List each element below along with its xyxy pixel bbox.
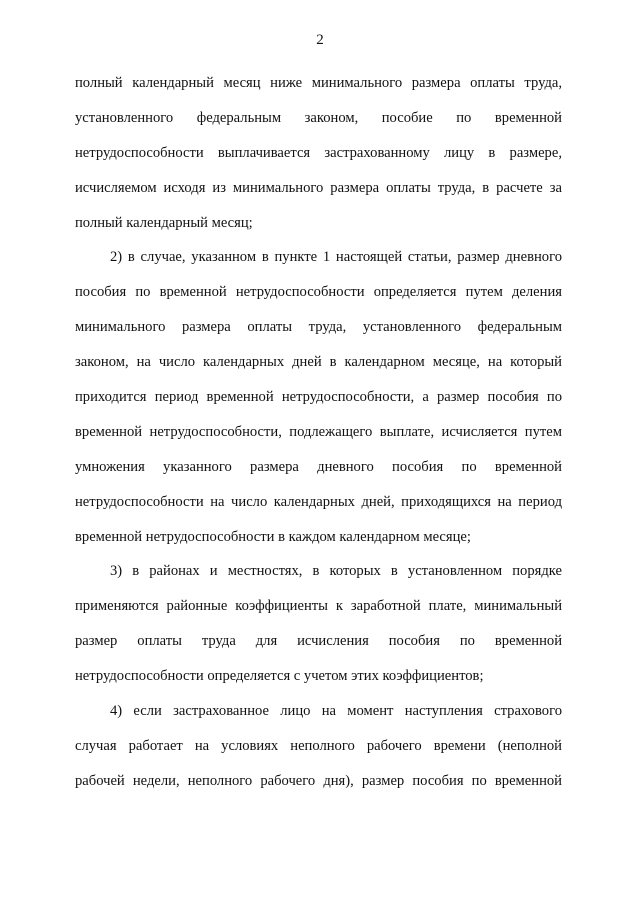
text-line: установленного федеральным законом, пособие по временной — [75, 109, 562, 126]
text-line: нетрудоспособности определяется с учетом этих коэффициентов; — [75, 668, 484, 685]
text-line: нетрудоспособности на число календарных дней, приходящихся на период — [75, 493, 562, 510]
text-line: временной нетрудоспособности, подлежащего выплате, исчисляется путем — [75, 423, 562, 440]
text-line: полный календарный месяц ниже минимального размера оплаты труда, — [75, 75, 562, 91]
text-line: полный календарный месяц; — [75, 214, 253, 231]
text-line: 4) если застрахованное лицо на момент наступления страхового — [110, 703, 562, 720]
text-line: приходится период временной нетрудоспособности, а размер пособия по — [75, 389, 562, 406]
text-line: рабочей недели, неполного рабочего дня), размер пособия по временной — [75, 772, 562, 789]
text-line: минимального размера оплаты труда, установленного федеральным — [75, 319, 562, 336]
paragraph-1 — [75, 66, 562, 240]
page-number: 2 — [316, 32, 324, 48]
document-body — [75, 66, 562, 799]
paragraph-item-3 — [75, 554, 562, 694]
text-line: исчисляемом исходя из минимального размера оплаты труда, в расчете за — [75, 179, 562, 196]
text-line: применяются районные коэффициенты к заработной плате, минимальный — [75, 598, 562, 615]
text-line: 3) в районах и местностях, в которых в установленном порядке — [110, 563, 562, 580]
text-line: умножения указанного размера дневного пособия по временной — [75, 458, 562, 475]
text-line: законом, на число календарных дней в календарном месяце, на который — [75, 354, 562, 371]
text-line: 2) в случае, указанном в пункте 1 настоящей статьи, размер дневного — [110, 249, 562, 266]
paragraph-item-2 — [75, 240, 562, 554]
paragraph-item-4 — [75, 694, 562, 799]
text-line: размер оплаты труда для исчисления пособия по временной — [75, 633, 562, 650]
text-line: временной нетрудоспособности в каждом календарном месяце; — [75, 528, 471, 545]
text-line: пособия по временной нетрудоспособности определяется путем деления — [75, 284, 562, 301]
text-line: случая работает на условиях неполного рабочего времени (неполной — [75, 737, 562, 754]
text-line: нетрудоспособности выплачивается застрахованному лицу в размере, — [75, 144, 562, 161]
